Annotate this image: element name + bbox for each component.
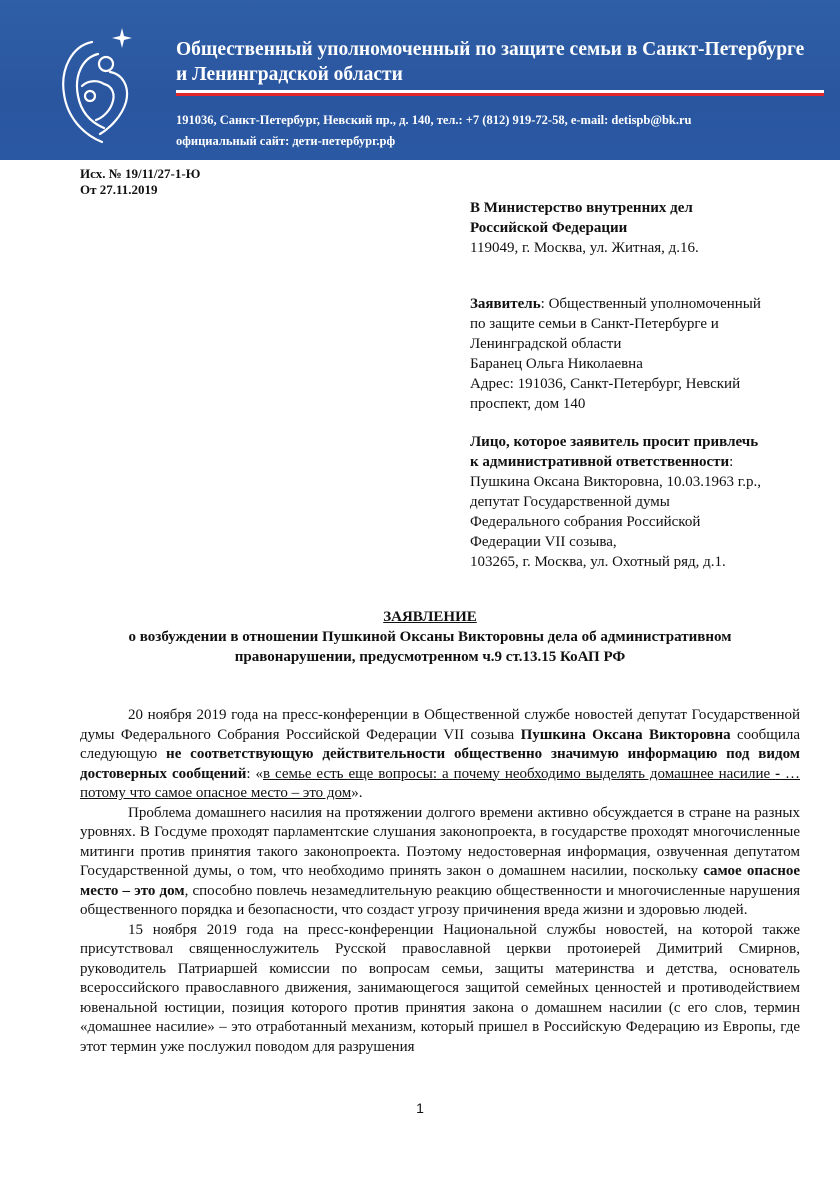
reference-number: Исх. № 19/11/27-1-Ю xyxy=(80,166,201,181)
respondent-line1: Пушкина Оксана Викторовна, 10.03.1963 г.р., xyxy=(470,474,762,490)
contacts-address-phone-email: 191036, Санкт-Петербург, Невский пр., д. 140, тел.: +7 (812) 919-72-58, e-mail: detispb@bk.ru xyxy=(176,113,692,127)
statement-title xyxy=(80,607,780,667)
applicant-label: Заявитель xyxy=(470,296,541,312)
contacts-website: официальный сайт: дети-петербург.рф xyxy=(176,134,396,148)
recipient-address: 119049, г. Москва, ул. Житная, д.16. xyxy=(470,240,699,256)
applicant-line3: Ленинградской области xyxy=(470,336,622,352)
applicant-line1: : Общественный уполномоченный xyxy=(540,296,761,312)
p1-text-c: сообщила следующую xyxy=(80,726,800,762)
respondent-block xyxy=(470,432,815,572)
organization-title xyxy=(176,37,816,87)
p1-text-a: 20 ноября 2019 года на пресс-конференции в Общественной службе новостей депутат Государственной думы Федерального Собрания Российской Федерации VII созыва xyxy=(80,707,800,743)
p2-text-a: Проблема домашнего насилия на протяжении долгого времени активно обсуждается в стране на разных уровнях. В Госдуме проходят парламентские слушания законопроекта, в государстве проходят многочисленные митинги против принятия такого законопроекта. Поэтому недостоверная информация, озвученная депутатом Государственной думы, о том, что необходимо принять закон о домашнем насилии, поскольку xyxy=(80,804,800,879)
applicant-address2: проспект, дом 140 xyxy=(470,396,586,412)
p2-emphasis: самое опасное место – это дом xyxy=(80,863,800,899)
p1-quote-dash: - xyxy=(775,765,781,782)
respondent-line5: 103265, г. Москва, ул. Охотный ряд, д.1. xyxy=(470,554,726,570)
applicant-address1: Адрес: 191036, Санкт-Петербург, Невский xyxy=(470,376,741,392)
p1-false-info: не соответствующую действительности общественно значимую информацию под видом достоверных сообщений xyxy=(80,746,801,782)
page-number: 1 xyxy=(416,1100,424,1116)
recipient-line1: В Министерство внутренних дел xyxy=(470,200,693,216)
paragraph-3: 15 ноября 2019 года на пресс-конференции Национальной службы новостей, на которой также присутствовал священнослужитель Русской православной церкви протоиерей Димитрий Смирнов, руководитель Патриаршей комиссии по вопросам семьи, защиты материнства и детства, основатель всероссийского православного движения, занимающегося защитой семейных ценностей и противодействием ювенальной юстиции, позиция которого против принятия закона о домашнем насилии (с его слов, термин «домашнее насилие» – это отработанный механизм, который пришел в Российскую Федерацию из Европы, где этот термин уже послужил поводом для разрушения xyxy=(80,921,800,1055)
organization-title-line1: Общественный уполномоченный по защите семьи в Санкт-Петербурге xyxy=(176,39,805,60)
letterhead-banner xyxy=(0,0,840,160)
respondent-line2: депутат Государственной думы xyxy=(470,494,670,510)
reference-date: От 27.11.2019 xyxy=(80,182,158,197)
respondent-colon: : xyxy=(729,454,734,470)
p1-text-e: : « xyxy=(246,765,263,782)
organization-title-line2: и Ленинградской области xyxy=(176,64,403,85)
respondent-line4: Федерации VII созыва, xyxy=(470,534,617,550)
organization-contacts xyxy=(176,110,826,152)
paragraph-2 xyxy=(80,804,800,921)
p1-quote-b: … потому что самое опасное место – это дом xyxy=(80,765,801,801)
p1-text-end: ». xyxy=(351,785,363,801)
respondent-label2: к административной ответственности xyxy=(470,454,730,470)
recipient-block xyxy=(470,198,815,258)
statement-body xyxy=(80,706,800,1057)
family-logo-icon xyxy=(52,24,152,154)
applicant-line2: по защите семьи в Санкт-Петербурге и xyxy=(470,316,719,332)
respondent-line3: Федерального собрания Российской xyxy=(470,514,701,530)
applicant-name: Баранец Ольга Николаевна xyxy=(470,356,643,372)
outgoing-reference xyxy=(80,166,200,198)
p2-text-c: , способно повлечь незамедлительную реакцию общественности и многочисленные нарушения общественного порядка и безопасности, что создаст угрозу причинения вреда жизни и здоровью людей. xyxy=(80,882,800,918)
paragraph-1 xyxy=(80,706,800,804)
statement-subtitle-line1: о возбуждении в отношении Пушкиной Оксаны Викторовны дела об административном xyxy=(128,629,732,645)
statement-heading: ЗАЯВЛЕНИЕ xyxy=(383,609,477,625)
applicant-block xyxy=(470,294,815,414)
p1-deputy-name: Пушкина Оксана Викторовна xyxy=(520,726,731,743)
tricolor-stripe xyxy=(176,90,824,99)
p1-quote-a: в семье есть еще вопросы: а почему необходимо выделять домашнее насилие xyxy=(262,765,776,782)
recipient-line2: Российской Федерации xyxy=(470,220,628,236)
statement-subtitle-line2: правонарушении, предусмотренном ч.9 ст.13.15 КоАП РФ xyxy=(234,649,626,665)
respondent-label1: Лицо, которое заявитель просит привлечь xyxy=(470,434,759,450)
